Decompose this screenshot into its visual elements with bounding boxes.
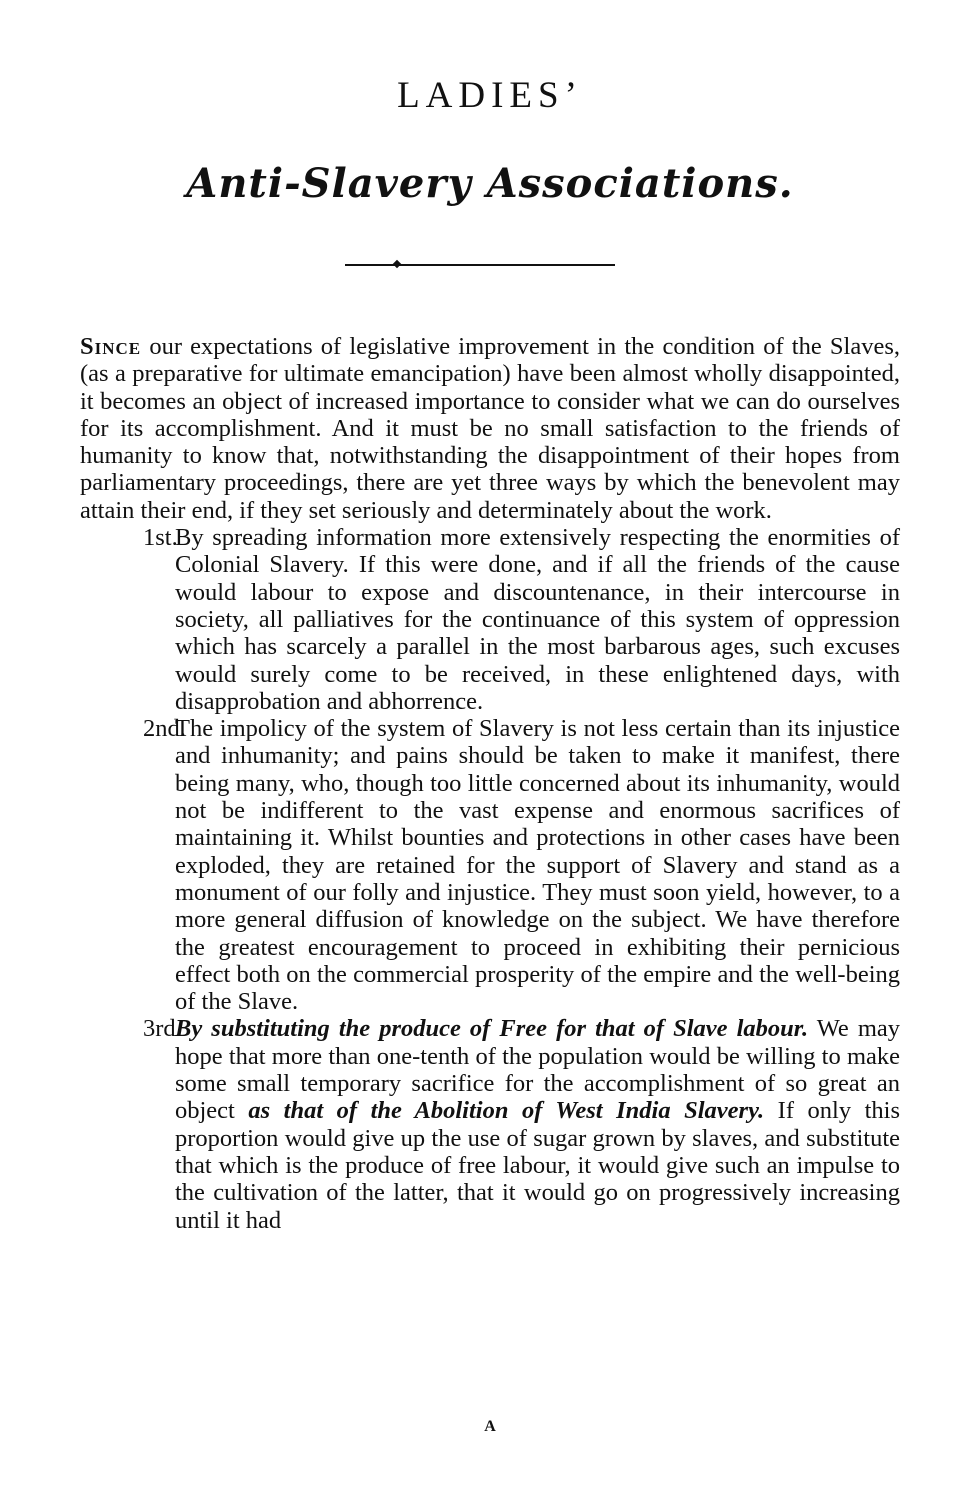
list-item-number: 2nd. — [143, 715, 186, 743]
list-item-second — [80, 715, 900, 1015]
intro-lead-word: Since — [80, 333, 142, 360]
intro-paragraph — [80, 333, 900, 524]
intro-text: our expectations of legislative improvement in the condition of the Slaves, (as a preparative for ultimate emancipation) have been almost wholly disappointed, it becomes an object of increased importance to consider what we can do ourselves for its accomplishment. And it must be no small satisfaction to the friends of humanity to know that, notwithstanding the disappointment of their hopes from parliamentary proceedings, there are yet three ways by which the benevolent may attain their end, if they set seriously and determinately about the work. — [80, 333, 900, 524]
list-item-text: By spreading information more extensively respecting the enormities of Colonial Slavery. If this were done, and if all the friends of the cause would labour to expose and discountenance, in their intercourse in society, all palliatives for the continuance of this system of oppression which has scarcely a parallel in the most barbarous ages, such excuses would surely come to be received, in these enlightened days, with disapprobation and abhorrence. — [175, 524, 900, 715]
list-item-number: 3rd. — [143, 1015, 182, 1043]
list-item-third — [80, 1015, 900, 1233]
list-item-emphasis: By substituting the produce of Free for that of Slave labour. — [175, 1015, 809, 1043]
page-title: LADIES’ — [397, 75, 583, 116]
list-item-text: If only this proportion would give up the use of sugar grown by slaves, and substitute that which is the produce of free labour, it would give such an impulse to the cultivation of the latter, that it would go on progressively increasing until it had — [175, 1097, 900, 1234]
list-item-emphasis: as that of the Abolition of West India Slavery. — [248, 1097, 765, 1125]
list-item-first — [80, 524, 900, 715]
list-item-text: We may hope that more than one-tenth of the population would be willing to make some small temporary sacrifice for the accomplishment of so great an object — [175, 1015, 900, 1125]
list-item-number: 1st. — [143, 524, 178, 552]
body-text — [80, 333, 900, 1234]
rule-diamond-ornament — [393, 260, 401, 268]
page-subtitle: Anti-Slavery Associations. — [186, 160, 794, 207]
list-item-text: The impolicy of the system of Slavery is not less certain than its injustice and inhumanity; and pains should be taken to make it manifest, there being many, who, though too little concerned about its inhumanity, would not be indifferent to the vast expense and enormous sacrifices of maintaining it. Whilst bounties and protections in other cases have been exploded, they are retained for the support of Slavery and stand as a monument of our folly and injustice. They must soon yield, however, to a more general diffusion of knowledge on the subject. We have therefore the greatest encouragement to proceed in exhibiting their pernicious effect both on the commercial prosperity of the empire and the well-being of the Slave. — [175, 715, 900, 1016]
signature-mark: A — [484, 1418, 496, 1435]
ornamental-rule — [345, 264, 615, 266]
